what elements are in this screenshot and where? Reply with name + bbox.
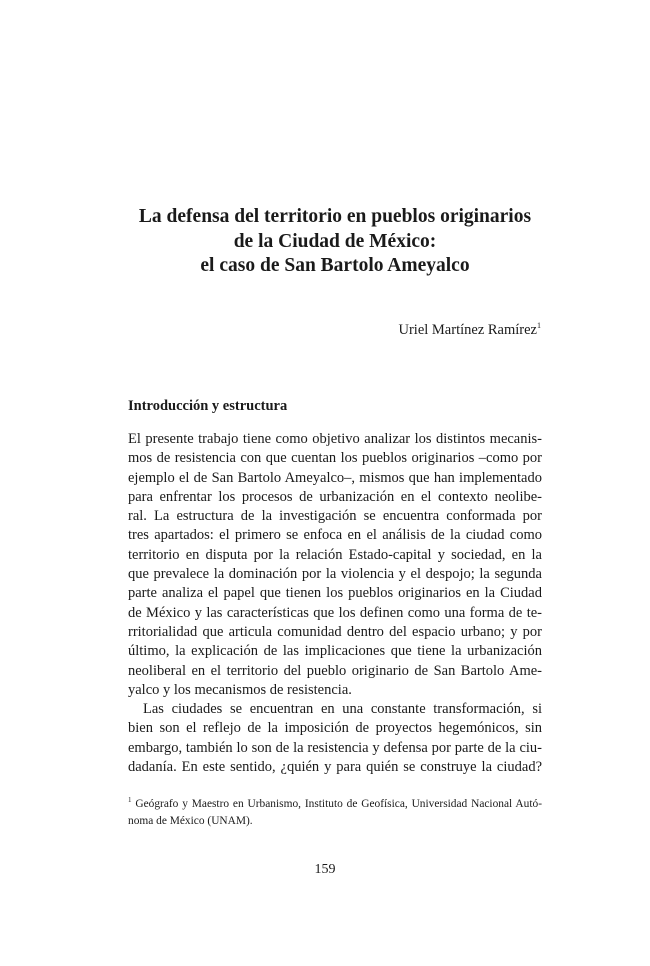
text-line: dadanía. En este sentido, ¿quién y para quién se construye la ciudad? — [128, 759, 542, 776]
text-line: ejemplo el de San Bartolo Ameyalco–, mismos que han implementado — [128, 469, 542, 486]
footnote-text: Geógrafo y Maestro en Urbanismo, Instituto de Geofísica, Universidad Nacional Autó- — [135, 798, 543, 810]
text-line: de México y las características que los definen como una forma de te- — [128, 604, 542, 621]
body-text — [128, 430, 542, 777]
text-line: ral. La estructura de la investigación se encuentra conformada por — [128, 508, 542, 525]
text-line: tres apartados: el primero se enfoca en el análisis de la ciudad como — [128, 527, 542, 544]
title-line-3: el caso de San Bartolo Ameyalco — [200, 255, 470, 276]
text-line: último, la explicación de las implicaciones que tiene la urbanización — [128, 643, 542, 660]
author-footnote-mark: 1 — [537, 321, 541, 331]
text-line: mos de resistencia con que cuentan los pueblos originarios –como por — [128, 450, 542, 467]
text-line: Las ciudades se encuentran en una constante transformación, si — [143, 701, 542, 718]
text-line: El presente trabajo tiene como objetivo analizar los distintos mecanis- — [128, 431, 542, 447]
text-line: territorio en disputa por la relación Estado-capital y sociedad, en la — [128, 546, 542, 563]
footnote — [128, 796, 542, 830]
section-heading: Introducción y estructura — [128, 398, 288, 414]
footnote-line: noma de México (UNAM). — [128, 815, 253, 827]
page-number: 159 — [314, 862, 336, 877]
text-line: yalco y los mecanismos de resistencia. — [128, 681, 352, 698]
footnote-line — [128, 796, 542, 813]
author-name: Uriel Martínez Ramírez — [398, 322, 537, 338]
author-byline — [399, 322, 542, 339]
text-line: neoliberal en el territorio del pueblo originario de San Bartolo Ame- — [128, 662, 542, 679]
chapter-title — [100, 205, 570, 279]
text-line: que prevalece la dominación por la violencia y el despojo; la segunda — [128, 566, 542, 583]
text-line: bien son el reflejo de la imposición de proyectos hegemónicos, sin — [128, 720, 542, 737]
text-line: embargo, también lo son de la resistencia y defensa por parte de la ciu- — [128, 739, 542, 756]
text-line: rritorialidad que articula comunidad dentro del espacio urbano; y por — [128, 623, 542, 640]
title-line-2: de la Ciudad de México: — [233, 230, 437, 252]
title-line-1: La defensa del territorio en pueblos originarios — [138, 206, 532, 227]
footnote-mark: 1 — [128, 796, 132, 805]
text-line: para enfrentar los procesos de urbanización en el contexto neolibe- — [128, 488, 542, 505]
text-line: parte analiza el papel que tienen los pueblos originarios en la Ciudad — [128, 585, 542, 602]
